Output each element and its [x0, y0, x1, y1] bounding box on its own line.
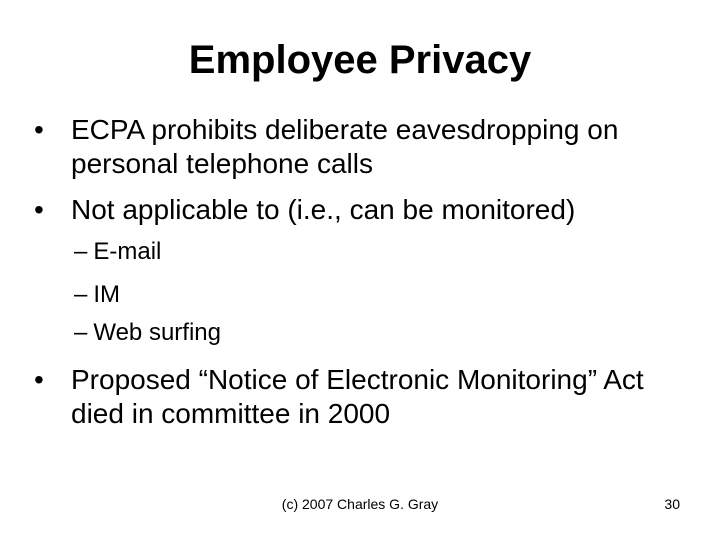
sub-bullet-marker: –: [74, 319, 88, 346]
sub-bullet-marker: –: [74, 238, 88, 265]
slide-title: Employee Privacy: [188, 38, 532, 82]
sub-bullet-text: E-mail: [93, 238, 162, 265]
sub-bullet-item: [74, 280, 120, 310]
bullet-item: [34, 193, 684, 227]
sub-bullet-marker: –: [74, 281, 88, 308]
bullet-marker: •: [34, 114, 44, 145]
bullet-text: ECPA prohibits deliberate eavesdropping on personal telephone calls: [71, 114, 619, 179]
bullet-text: Not applicable to (i.e., can be monitored): [71, 194, 576, 225]
bullet-item: [34, 113, 684, 181]
bullet-marker: •: [34, 364, 44, 395]
sub-bullet-item: [74, 318, 221, 348]
bullet-text: Proposed “Notice of Electronic Monitoring” Act died in committee in 2000: [71, 364, 644, 429]
footer-credit: (c) 2007 Charles G. Gray: [281, 496, 439, 512]
bullet-item: [34, 363, 684, 431]
sub-bullet-text: IM: [93, 281, 121, 308]
sub-bullet-item: [74, 237, 161, 267]
page-number: 30: [664, 496, 680, 512]
bullet-marker: •: [34, 194, 44, 225]
sub-bullet-text: Web surfing: [93, 319, 221, 346]
